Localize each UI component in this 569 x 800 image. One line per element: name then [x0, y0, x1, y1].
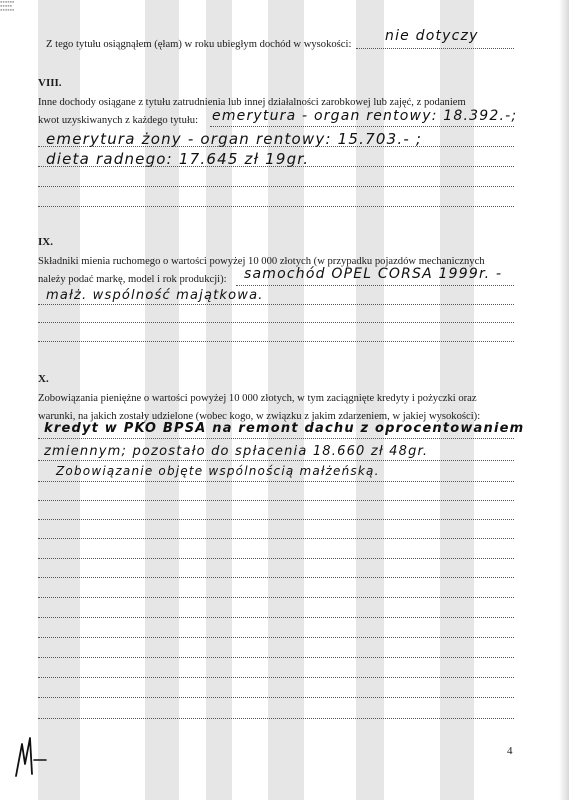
- dotted-line: [38, 186, 514, 187]
- section-viii-text-1: Inne dochody osiągane z tytułu zatrudnienia lub innej działalności zarobkowej lub zajęć, z podaniem: [38, 97, 466, 108]
- dotted-line: [236, 285, 514, 286]
- section-ix-text-1: Składniki mienia ruchomego o wartości powyżej 10 000 złotych (w przypadku pojazdów mechanicznych: [38, 256, 485, 267]
- page-number: 4: [507, 745, 513, 757]
- dotted-line: [38, 519, 514, 520]
- dotted-line: [38, 577, 514, 578]
- dotted-line: [210, 126, 514, 127]
- income-label: Z tego tytułu osiągnąłem (ęłam) w roku ubiegłym dochód w wysokości:: [46, 39, 352, 50]
- section-viii-hand-1: emerytura - organ rentowy: 18.392.-;: [212, 108, 518, 124]
- dotted-line: [38, 460, 514, 461]
- dotted-line: [38, 657, 514, 658]
- dotted-line: [38, 304, 514, 305]
- dotted-line: [38, 146, 514, 147]
- section-x-hand-3: Zobowiązanie objęte wspólnością małżeńską.: [56, 464, 380, 478]
- dotted-line: [38, 500, 514, 501]
- section-ix-text-2: należy podać markę, model i rok produkcji):: [38, 274, 227, 285]
- section-ix-hand-1: samochód OPEL CORSA 1999r. -: [244, 266, 503, 282]
- dotted-line: [38, 322, 514, 323]
- section-x-text-2: warunki, na jakich zostały udzielone (wobec kogo, w związku z jakim zdarzeniem, w jakiej wysokości):: [38, 411, 481, 422]
- section-viii-text-2: kwot uzyskiwanych z każdego tytułu:: [38, 115, 199, 126]
- dotted-line: [38, 538, 514, 539]
- income-value: nie dotyczy: [385, 28, 479, 44]
- dotted-line: [38, 341, 514, 342]
- dotted-line: [38, 206, 514, 207]
- page-edge: [559, 0, 569, 800]
- dotted-line: [38, 697, 514, 698]
- dotted-line: [38, 677, 514, 678]
- section-viii-hand-3: dieta radnego: 17.645 zł 19gr.: [46, 150, 310, 168]
- section-x-text-1: Zobowiązania pieniężne o wartości powyżej 10 000 złotych, w tym zaciągnięte kredyty i pożyczki oraz: [38, 393, 477, 404]
- dotted-line: [38, 637, 514, 638]
- corner-stamp: ▪▪▪▪▪▪ ▪▪▪▪▪ ▪▪▪▪▪▪: [0, 0, 15, 12]
- dotted-line: [38, 597, 514, 598]
- section-viii-hand-2: emerytura żony - organ rentowy: 15.703.- ;: [46, 130, 423, 148]
- section-x-hand-2: zmiennym; pozostało do spłacenia 18.660 zł 48gr.: [44, 444, 429, 459]
- dotted-line: [38, 481, 514, 482]
- dotted-line: [38, 438, 514, 439]
- section-x-hand-1: kredyt w PKO BPSA na remont dachu z oprocentowaniem: [44, 421, 525, 436]
- dotted-line: [38, 558, 514, 559]
- section-ix-hand-2: małż. wspólność majątkowa.: [46, 288, 264, 303]
- signature: [12, 730, 52, 780]
- dotted-line: [38, 617, 514, 618]
- section-heading-viii: VIII.: [38, 77, 62, 89]
- dotted-line: [38, 718, 514, 719]
- section-heading-ix: IX.: [38, 236, 53, 248]
- dotted-line: [38, 166, 514, 167]
- dotted-line: [356, 48, 514, 49]
- section-heading-x: X.: [38, 373, 49, 385]
